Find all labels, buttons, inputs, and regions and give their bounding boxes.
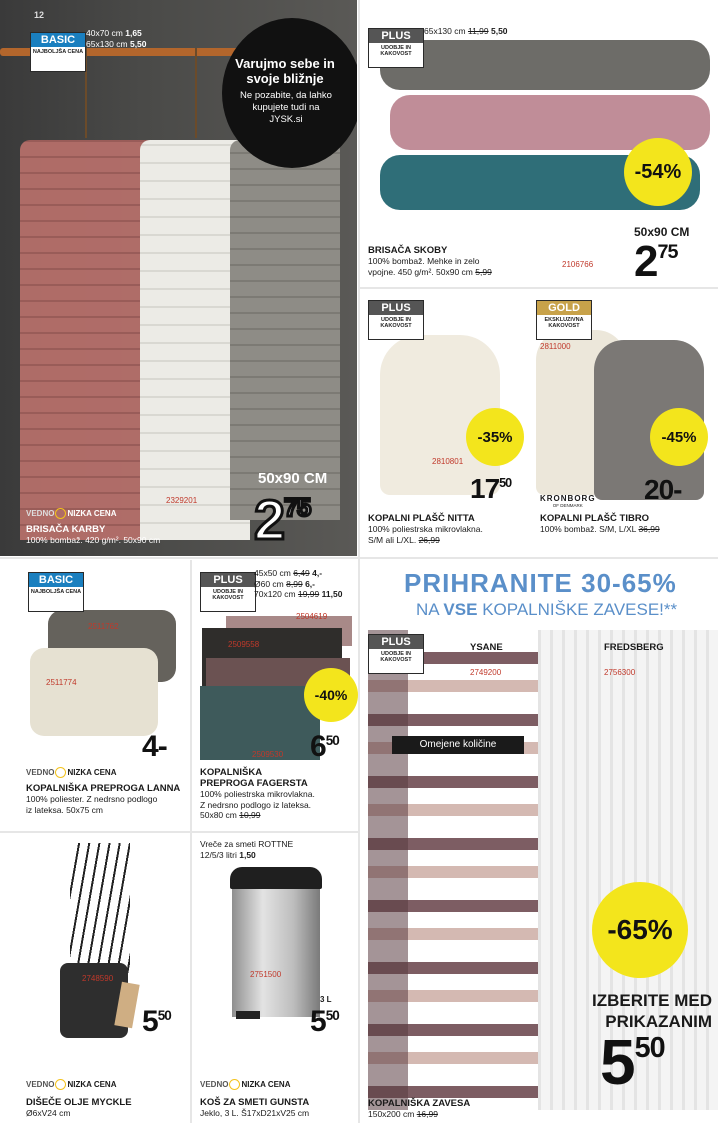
fagersta-sku: 2509530: [252, 750, 284, 759]
discount-label: -65%: [607, 914, 673, 945]
promo-word: KOPALNIŠKE ZAVESE!**: [482, 600, 678, 619]
rottne-info: [200, 839, 293, 860]
nitta-panel: [360, 290, 530, 556]
product-name: KOPALNIŠKA ZAVESA: [368, 1098, 471, 1109]
product-desc: 100% bombaž. Mehke in zelo: [368, 256, 480, 266]
plus-badge: [200, 572, 256, 612]
zavesa-price: [600, 1026, 665, 1098]
promo-word: NA: [416, 600, 439, 619]
towel-pink: [20, 140, 160, 540]
nizka-cena-label: NIZKA CENA: [241, 1080, 291, 1089]
product-desc: 100% poliester. Z nedrsno podlogo: [26, 794, 158, 804]
nitta-price: [470, 475, 511, 503]
product-desc: 100% poliestrska mikrovlakna.: [200, 789, 315, 799]
zavesa-panel: [360, 560, 718, 1123]
divider: [190, 560, 192, 1123]
product-name: KOŠ ZA SMETI GUNSTA: [200, 1097, 310, 1108]
skoby-size-line: [424, 26, 508, 37]
bubble-title: Varujmo sebe in svoje bližnje: [235, 56, 335, 86]
price-dec: 75: [284, 493, 311, 522]
badge-label: GOLD: [537, 301, 591, 315]
badge-sub: UDOBJE IN KAKOVOST: [380, 317, 412, 329]
price-dec: 50: [157, 1008, 171, 1024]
discount-label: -54%: [634, 160, 682, 183]
plus-badge: [368, 634, 424, 674]
product-name: KOPALNI PLAŠČ TIBRO: [540, 513, 650, 524]
discount-badge: [650, 408, 708, 466]
new-price: 11,50: [321, 589, 343, 599]
discount-label: -40%: [314, 687, 348, 703]
bin-pedal: [236, 1011, 260, 1019]
nizka-cena-label: NIZKA CENA: [67, 509, 117, 518]
old-price: 36,99: [638, 524, 660, 534]
price-dec: -: [157, 730, 167, 763]
product-desc: S/M ali L/XL.: [368, 534, 417, 545]
price-int: 2: [634, 237, 658, 286]
product-desc: Jeklo, 3 L. Š17xD21xV25 cm: [200, 1108, 310, 1118]
lanna-info: [26, 783, 180, 815]
basic-badge: [30, 32, 86, 72]
price-int: 17: [470, 473, 500, 504]
price-dec: 50: [325, 733, 339, 749]
skoby-price: [634, 237, 678, 286]
price-int: 4: [142, 730, 158, 763]
size-price: 1,65: [125, 28, 142, 38]
rottne-line: Vreče za smeti ROTTNE: [200, 839, 294, 849]
circle-icon: [229, 1079, 240, 1090]
old-price: 11,99: [467, 26, 489, 36]
fredsberg-label: FREDSBERG: [604, 642, 664, 653]
badge-sub: NAJBOLJŠA CENA: [32, 49, 84, 55]
zavesa-info: [368, 1098, 470, 1120]
nizka-cena-label: NIZKA CENA: [67, 768, 117, 777]
old-price: 10,99: [239, 810, 261, 820]
choose-line: IZBERITE MED: [592, 991, 712, 1010]
old-price: 19,99: [297, 589, 320, 599]
ysane-label: YSANE: [470, 642, 503, 653]
old-price: 8,99: [286, 578, 303, 589]
discount-badge: [592, 882, 688, 978]
skoby-info: [368, 245, 492, 277]
fagersta-sizes: [254, 568, 342, 600]
product-name: BRISAČA KARBY: [26, 524, 106, 535]
price-int: 5: [310, 1005, 326, 1038]
tibro-panel: [532, 290, 718, 556]
circle-icon: [55, 508, 66, 519]
myckle-panel: [0, 833, 190, 1123]
vedno-label: VEDNO: [26, 1080, 55, 1089]
bin-body: [232, 889, 320, 1017]
tibro-sku: 2811000: [540, 342, 571, 351]
myckle-price: [142, 1007, 171, 1037]
ysane-sku: 2749200: [470, 668, 502, 677]
lanna-panel: [0, 560, 190, 830]
info-bubble: [222, 18, 357, 168]
lanna-price: [142, 732, 167, 762]
gunsta-price: [310, 1007, 339, 1037]
product-desc: iz lateksa. 50x75 cm: [26, 804, 104, 815]
product-desc: 50x80 cm: [200, 810, 237, 820]
fagersta-price: [310, 732, 339, 762]
brand-sub: OF DENMARK: [552, 503, 583, 508]
karby-sku: 2329201: [166, 496, 198, 505]
gunsta-sku: 2751500: [250, 970, 282, 979]
circle-icon: [55, 1079, 66, 1090]
price-dec: 50: [499, 475, 512, 490]
discount-badge: [624, 138, 692, 206]
vedno-label: VEDNO: [26, 768, 55, 777]
size-label: 45x50 cm: [254, 568, 291, 578]
rottne-line: 12/5/3 litri: [200, 849, 237, 860]
price-int: 6: [310, 730, 326, 763]
new-price: 5,50: [490, 26, 508, 36]
plus-badge: [368, 28, 424, 68]
vedno-nizka-cena: [26, 508, 117, 519]
fagersta-sku: 2509558: [228, 640, 260, 649]
curtain-ysane-shadow: [368, 630, 408, 1110]
bubble-text: Ne pozabite, da lahko kupujete tudi na JYSK.si: [240, 90, 332, 125]
towel-grey: [230, 140, 340, 520]
choose-text: [572, 990, 712, 1032]
skoby-size-main: 50x90 CM: [634, 225, 690, 239]
towel-grey-stack: [380, 40, 710, 90]
old-price: 16,99: [416, 1109, 438, 1119]
nitta-info: [368, 513, 483, 545]
product-name: KOPALNIŠKA: [200, 767, 263, 778]
basic-badge: [28, 572, 84, 612]
badge-label: PLUS: [369, 635, 423, 649]
promo-headline: PRIHRANITE 30-65%: [404, 568, 677, 598]
size-label: Ø60 cm: [254, 578, 284, 589]
badge-sub: EKSKLUZIVNA KAKOVOST: [544, 317, 584, 329]
limited-label: [392, 736, 524, 754]
product-desc: vpojne. 450 g/m². 50x90 cm: [368, 266, 473, 277]
lanna-sku: 2511762: [88, 622, 119, 631]
product-desc: 150x200 cm: [368, 1109, 415, 1119]
gold-badge: [536, 300, 592, 340]
karby-price: [254, 488, 311, 551]
nitta-sku: 2810801: [432, 457, 464, 466]
new-price: 6,-: [305, 578, 315, 589]
bin-lid: [230, 867, 322, 889]
size-label: 70x120 cm: [254, 589, 296, 599]
promo-subheadline: [416, 600, 677, 620]
old-price: 26,99: [418, 534, 440, 545]
badge-label: PLUS: [369, 29, 423, 43]
discount-badge: [304, 668, 358, 722]
price-int: 5: [600, 1026, 635, 1098]
size-label: 40x70 cm: [86, 28, 123, 38]
product-desc: Z nedrsno podlogo iz lateksa.: [200, 799, 312, 810]
kronborg-logo: [540, 494, 596, 508]
price-int: 20: [644, 474, 674, 505]
discount-label: -35%: [477, 428, 513, 446]
fagersta-panel: [192, 560, 358, 830]
discount-badge: [466, 408, 524, 466]
promo-word: VSE: [443, 600, 478, 619]
vedno-nizka-cena: [26, 767, 117, 778]
badge-label: BASIC: [29, 573, 83, 587]
limited-text: Omejene količine: [419, 739, 497, 750]
rug-cream: [30, 648, 158, 736]
karby-panel: [0, 0, 357, 556]
size-price: 5,50: [129, 38, 147, 49]
price-int: 2: [254, 488, 285, 551]
nizka-cena-label: NIZKA CENA: [67, 1080, 117, 1089]
plus-badge: [368, 300, 424, 340]
badge-label: BASIC: [31, 33, 85, 47]
badge-label: PLUS: [369, 301, 423, 315]
myckle-info: [26, 1097, 132, 1119]
divider: [358, 0, 360, 1123]
vedno-nizka-cena: [26, 1079, 117, 1090]
gunsta-panel: [192, 833, 358, 1123]
lanna-sku: 2511774: [46, 678, 77, 687]
product-name: PREPROGA FAGERSTA: [200, 778, 308, 789]
product-name: BRISAČA SKOBY: [368, 245, 448, 256]
badge-sub: NAJBOLJŠA CENA: [30, 589, 82, 595]
badge-label: PLUS: [201, 573, 255, 587]
product-desc: 100% bombaž. S/M, L/XL: [540, 524, 637, 534]
karby-info: [26, 524, 160, 546]
fredsberg-sku: 2756300: [604, 668, 636, 677]
tibro-price: [644, 476, 681, 504]
tibro-info: [540, 513, 660, 535]
page-number: 12: [34, 10, 45, 20]
karby-size-main: 50x90 CM: [258, 470, 328, 487]
rottne-price: 1,50: [239, 849, 256, 860]
size-label: 65x130 cm: [86, 38, 128, 49]
badge-sub: UDOBJE IN KAKOVOST: [380, 45, 412, 57]
product-name: DIŠEČE OLJE MYCKLE: [26, 1097, 132, 1108]
brand-name: KRONBORG: [540, 494, 596, 503]
price-dec: -: [673, 474, 682, 505]
vedno-nizka-cena: [200, 1079, 291, 1090]
product-name: KOPALNI PLAŠČ NITTA: [368, 513, 475, 524]
old-price: 5,99: [475, 266, 492, 277]
skoby-sku: 2106766: [562, 260, 594, 269]
product-desc: Ø6xV24 cm: [26, 1108, 71, 1118]
rug-teal: [200, 686, 320, 760]
vedno-label: VEDNO: [200, 1080, 229, 1089]
size-label: 65x130 cm: [424, 26, 466, 36]
new-price: 4,-: [312, 568, 323, 578]
price-dec: 75: [657, 240, 678, 263]
karby-sizes: [86, 28, 147, 49]
vedno-label: VEDNO: [26, 509, 55, 518]
choose-line: PRIKAZANIM: [605, 1012, 712, 1031]
old-price: 6,49: [293, 568, 310, 578]
price-dec: 50: [325, 1008, 339, 1024]
price-int: 5: [142, 1005, 158, 1038]
product-desc: 100% poliestrska mikrovlakna.: [368, 524, 483, 534]
diffuser-sticks: [70, 843, 130, 973]
badge-sub: UDOBJE IN KAKOVOST: [212, 589, 244, 601]
size-tag: 3 L: [320, 995, 332, 1004]
fagersta-info: [200, 767, 315, 821]
product-name: KOPALNIŠKA PREPROGA LANNA: [26, 783, 181, 794]
product-desc: 100% bombaž. 420 g/m². 50x90 cm: [26, 535, 161, 545]
hook: [195, 48, 197, 138]
myckle-sku: 2748590: [82, 974, 114, 983]
badge-sub: UDOBJE IN KAKOVOST: [380, 651, 412, 663]
gunsta-info: [200, 1097, 309, 1119]
divider: [0, 557, 718, 559]
skoby-panel: [360, 0, 718, 287]
fagersta-sku: 2504619: [296, 612, 328, 621]
circle-icon: [55, 767, 66, 778]
discount-label: -45%: [661, 428, 697, 446]
price-dec: 50: [634, 1032, 665, 1065]
divider: [360, 287, 718, 289]
divider: [0, 831, 358, 833]
